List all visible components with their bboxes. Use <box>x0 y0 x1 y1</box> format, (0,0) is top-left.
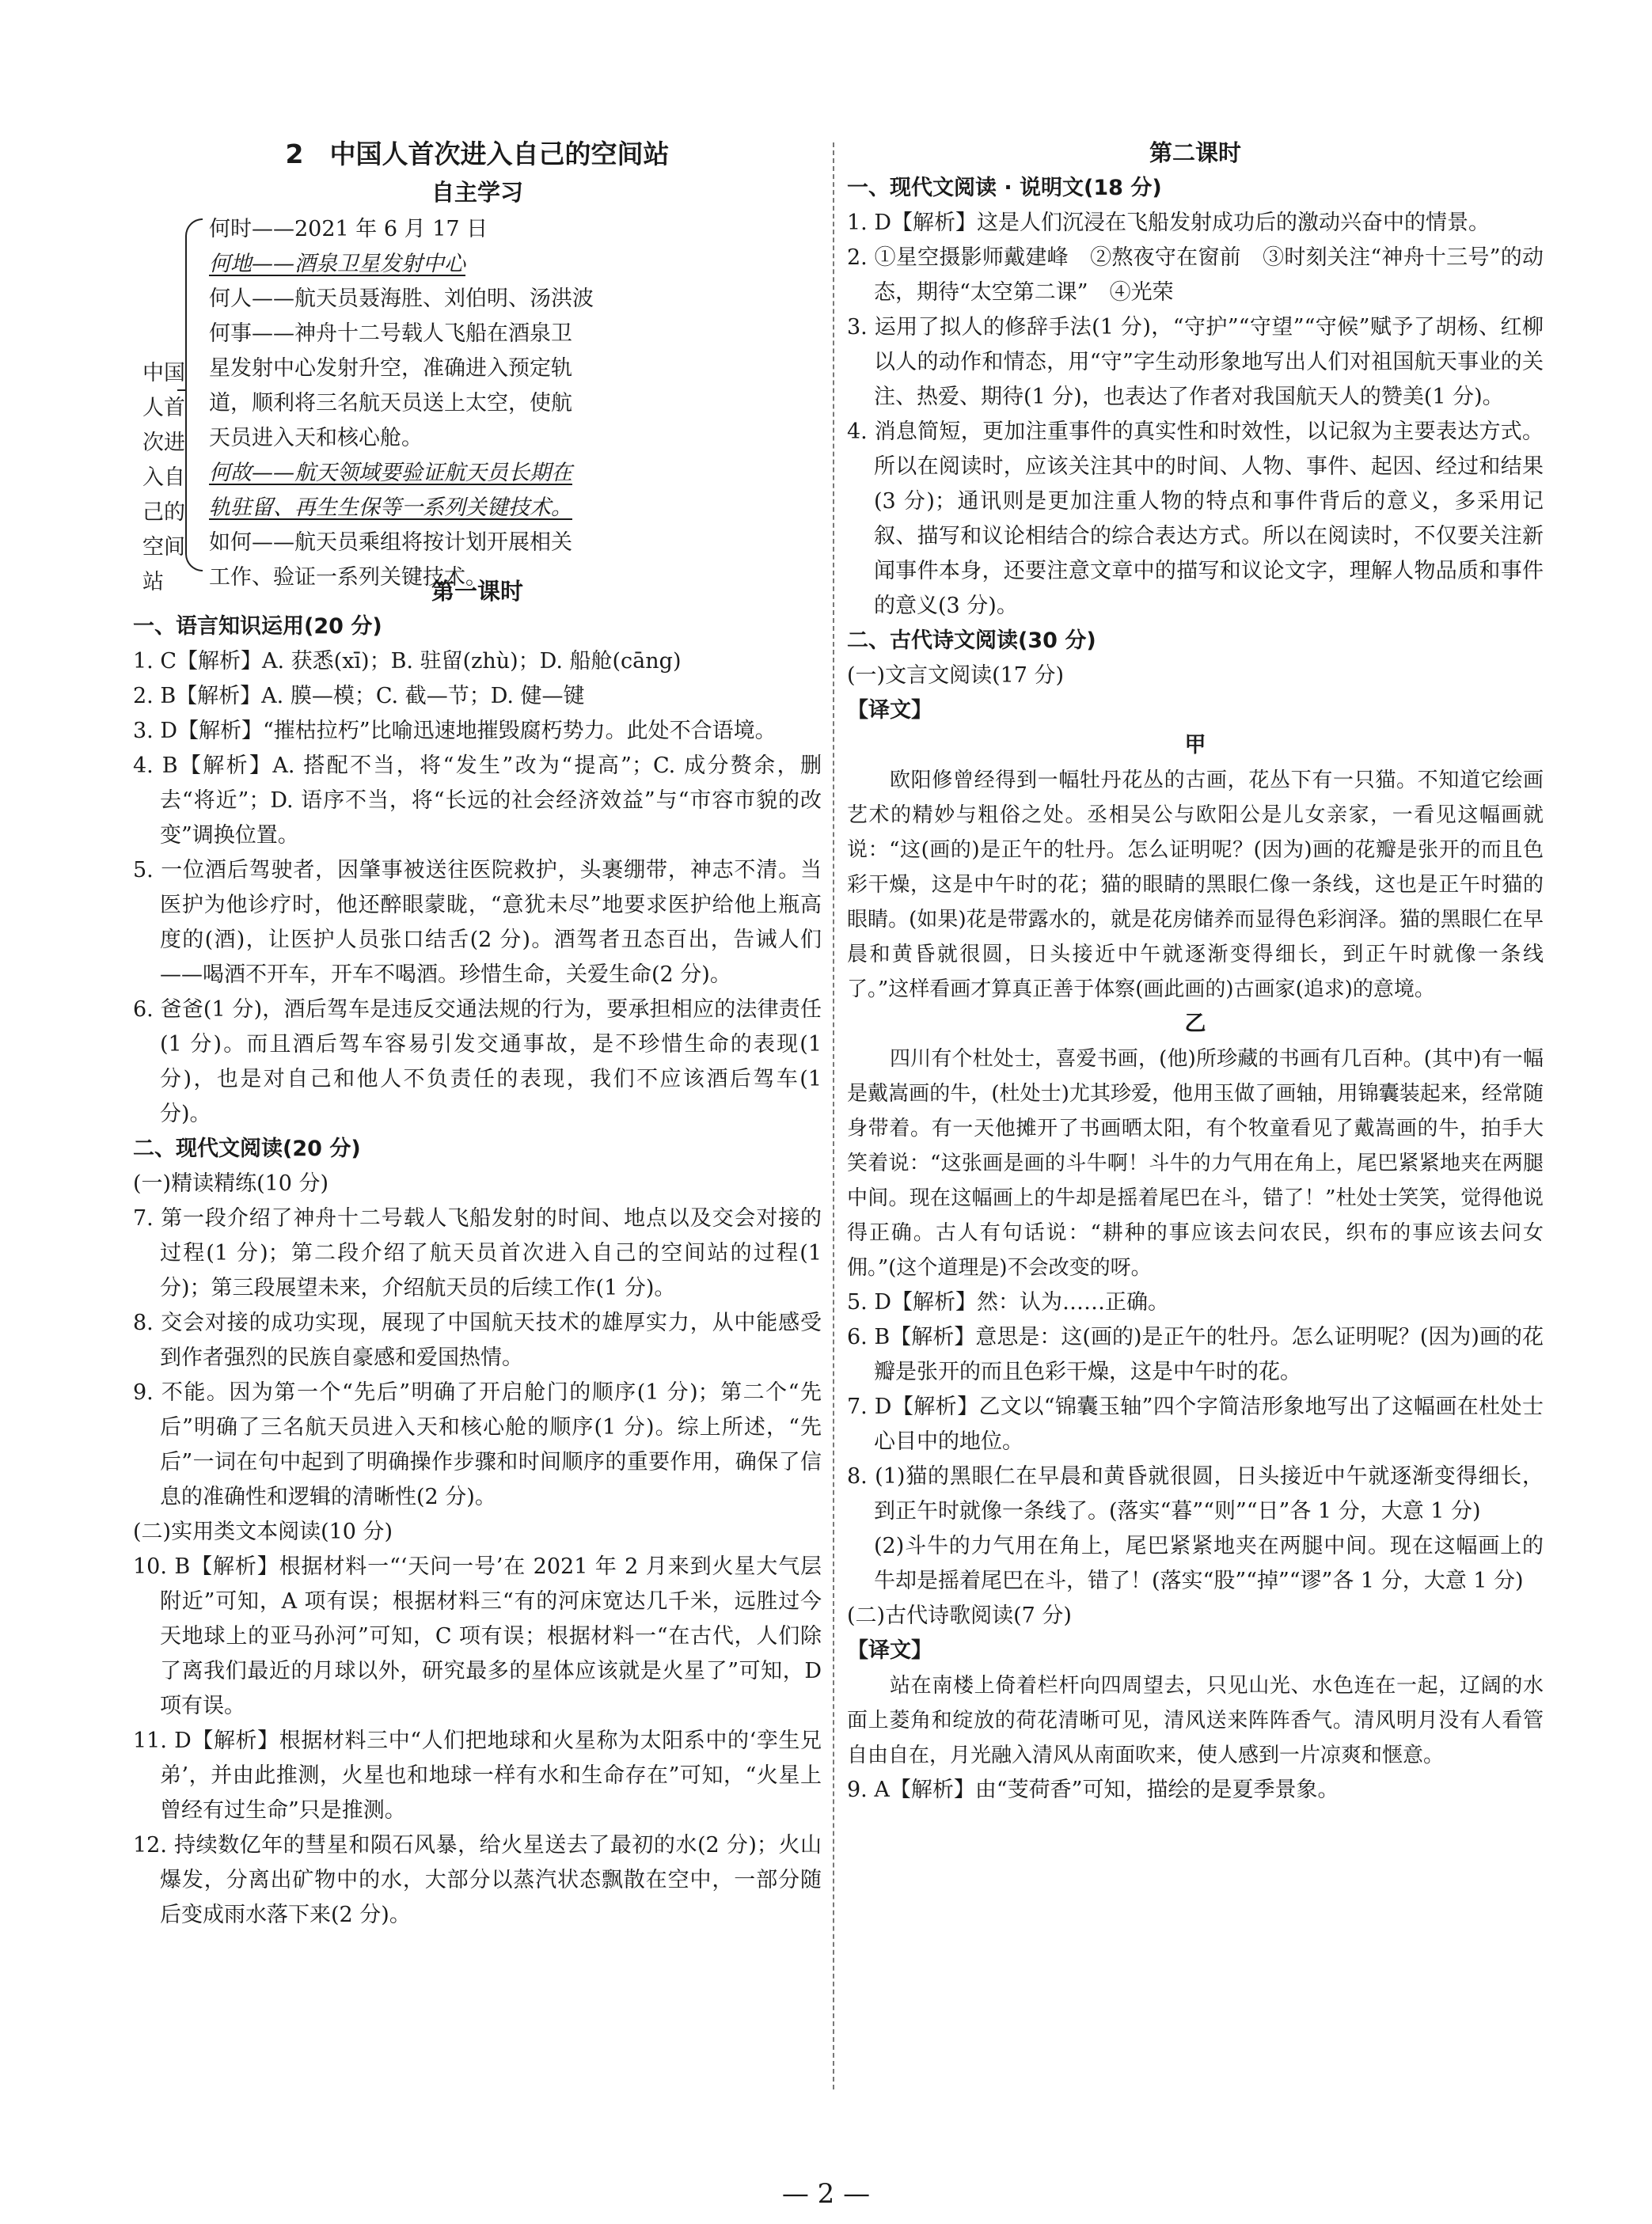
answer-item: 2. B【解析】A. 膜—模；C. 截—节；D. 健—键 <box>133 684 585 708</box>
outline-label-line: 入自 <box>142 465 185 490</box>
column-divider <box>833 142 834 2089</box>
outline-how-2: 工作、验证一系列关键技术。 <box>209 565 487 590</box>
subsection-heading: (二)实用类文本阅读(10 分) <box>133 1520 393 1544</box>
passage-label-yi: 乙 <box>1184 1011 1206 1036</box>
outline-label-line: 站 <box>142 570 164 594</box>
answer-item: 5. 一位酒后驾驶者，因肇事被送往医院救护，头裹绷带，神志不清。当医护为他诊疗时，他还醉眼蒙眬，“意犹未尽”地要求医护给他上瓶高度的(酒)，让医护人员张口结舌(2 分)。酒驾者丑态百出，告诫人们——喝酒不开车，开车不喝酒。珍惜生命，关爱生命(2 分)。 <box>133 858 822 987</box>
page-title: 2 中国人首次进入自己的空间站 <box>285 139 670 169</box>
answer-item: 3. D【解析】“摧枯拉朽”比喻迅速地摧毁腐朽势力。此处不合语境。 <box>133 719 777 743</box>
translation-paragraph: 欧阳修曾经得到一幅牡丹花丛的古画，花丛下有一只猫。不知道它绘画艺术的精妙与粗俗之处。丞相吴公与欧阳公是儿女亲家，一看见这幅画就说：“这(画的)是正午的牡丹。怎么证明呢？(因为)画的花瓣是张开的而且色彩干燥，这是中午时的花；猫的眼睛的黑眼仁像一条线，这也是正午时猫的眼睛。(如果)花是带露水的，就是花房储养而显得色彩润泽。猫的黑眼仁在早晨和黄昏就很圆，日头接近中午就逐渐变得细长，到正午时就像一条线了。”这样看画才算真正善于体察(画此画的)古画家(追求)的意境。 <box>847 769 1544 1001</box>
outline-when: 何时——2021 年 6 月 17 日 <box>209 217 488 241</box>
outline-label-line: 人首 <box>142 396 185 420</box>
outline-label <box>142 356 190 600</box>
section-heading: 二、现代文阅读(20 分) <box>133 1137 361 1161</box>
lesson-2-heading: 第二课时 <box>1149 139 1241 166</box>
passage-label-jia: 甲 <box>1184 733 1206 757</box>
outline-label-line: 空间 <box>142 535 185 560</box>
subsection-heading: (二)古代诗歌阅读(7 分) <box>847 1603 1072 1628</box>
section-heading: 一、现代文阅读 · 说明文(18 分) <box>847 176 1162 200</box>
outline-what-4: 天员进入天和核心舱。 <box>209 426 423 450</box>
answer-item: 9. A【解析】由“芰荷香”可知，描绘的是夏季景象。 <box>847 1778 1339 1802</box>
self-study-heading: 自主学习 <box>431 179 523 206</box>
subsection-heading: (一)精读精练(10 分) <box>133 1171 329 1196</box>
answer-item: 1. D【解析】这是人们沉浸在飞船发射成功后的激动兴奋中的情景。 <box>847 211 1490 235</box>
answer-subitem: (2)斗牛的力气用在角上，尾巴紧紧地夹在两腿中间。现在这幅画上的牛却是摇着尾巴在斗，错了！(落实“股”“掉”“谬”各 1 分，大意 1 分) <box>874 1534 1544 1593</box>
answer-item: 8. 交会对接的成功实现，展现了中国航天技术的雄厚实力，从中能感受到作者强烈的民族自豪感和爱国热情。 <box>133 1311 822 1370</box>
section-heading: 二、古代诗文阅读(30 分) <box>847 628 1096 653</box>
outline-what-2: 星发射中心发射升空，准确进入预定轨 <box>209 356 572 381</box>
outline-brace <box>185 218 203 571</box>
lesson-1-heading: 第一课时 <box>431 578 523 605</box>
translation-paragraph: 站在南楼上倚着栏杆向四周望去，只见山光、水色连在一起，辽阔的水面上菱角和绽放的荷花清晰可见，清风送来阵阵香气。清风明月没有人看管自由自在，月光融入清风从南面吹来，使人感到一片凉爽和惬意。 <box>847 1674 1544 1767</box>
outline-label-line: 己的 <box>142 500 185 525</box>
answer-item: 10. B【解析】根据材料一“‘天问一号’在 2021 年 2 月来到火星大气层附近”可知，A 项有误；根据材料三“有的河床宽达几千米，远胜过今天地球上的亚马孙河”可知，C 项有误；根据材料一“在古代，人们除了离我们最近的月球以外，研究最多的星体应该就是火星了”可知，D 项有误。 <box>133 1554 822 1718</box>
answer-item: 7. 第一段介绍了神舟十二号载人飞船发射的时间、地点以及交会对接的过程(1 分)；第二段介绍了航天员首次进入自己的空间站的过程(1 分)；第三段展望未来，介绍航天员的后续工作(1 分)。 <box>133 1206 822 1300</box>
outline-why-1: 何故——航天领域要验证航天员长期在 <box>209 461 572 485</box>
outline-what-1: 何事——神舟十二号载人飞船在酒泉卫 <box>209 321 572 346</box>
outline-how-1: 如何——航天员乘组将按计划开展相关 <box>209 530 572 555</box>
outline-label-line: 中国 <box>142 361 185 385</box>
translation-label: 【译文】 <box>847 1638 932 1663</box>
answer-item: 1. C【解析】A. 获悉(xī)；B. 驻留(zhù)；D. 船舱(cāng) <box>133 649 682 674</box>
answer-item: 6. B【解析】意思是：这(画的)是正午的牡丹。怎么证明呢？(因为)画的花瓣是张开的而且色彩干燥，这是中午时的花。 <box>847 1325 1544 1384</box>
right-column <box>847 135 1544 1808</box>
answer-item: 9. 不能。因为第一个“先后”明确了开启舱门的顺序(1 分)；第二个“先后”明确了三名航天员进入天和核心舱的顺序(1 分)。综上所述，“先后”一词在句中起到了明确操作步骤和时间顺序的重要作用，确保了信息的准确性和逻辑的清晰性(2 分)。 <box>133 1380 822 1509</box>
outline-where: 何地——酒泉卫星发射中心 <box>209 252 465 276</box>
answer-item: 11. D【解析】根据材料三中“人们把地球和火星称为太阳系中的‘孪生兄弟’，并由此推测，火星也和地球一样有水和生命存在”可知，“火星上曾经有过生命”只是推测。 <box>133 1729 822 1823</box>
answer-item: 2. ①星空摄影师戴建峰 ②熬夜守在窗前 ③时刻关注“神舟十三号”的动态，期待“太空第二课” ④光荣 <box>847 245 1544 305</box>
subsection-heading: (一)文言文阅读(17 分) <box>847 663 1065 688</box>
answer-item: 4. B【解析】A. 搭配不当，将“发生”改为“提高”；C. 成分赘余，删去“将近”；D. 语序不当，将“长远的社会经济效益”与“市容市貌的改变”调换位置。 <box>133 753 822 848</box>
answer-item: 7. D【解析】乙文以“锦囊玉轴”四个字简洁形象地写出了这幅画在杜处士心目中的地位。 <box>847 1395 1544 1454</box>
answer-item: 12. 持续数亿年的彗星和陨石风暴，给火星送去了最初的水(2 分)；火山爆发，分离出矿物中的水，大部分以蒸汽状态飘散在空中，一部分随后变成雨水落下来(2 分)。 <box>133 1833 822 1927</box>
left-column <box>133 135 822 1933</box>
outline-what-3: 道，顺利将三名航天员送上太空，使航 <box>209 391 572 416</box>
translation-label: 【译文】 <box>847 698 932 723</box>
outline-lines <box>209 212 652 595</box>
answer-item: 3. 运用了拟人的修辞手法(1 分)，“守护”“守望”“守候”赋予了胡杨、红柳以人的动作和情态，用“守”字生动形象地写出人们对祖国航天事业的关注、热爱、期待(1 分)，也表达了作者对我国航天人的赞美(1 分)。 <box>847 315 1544 409</box>
outline-who: 何人——航天员聂海胜、刘伯明、汤洪波 <box>209 287 594 311</box>
section-heading: 一、语言知识运用(20 分) <box>133 614 382 639</box>
outline-label-line: 次进 <box>142 431 185 455</box>
translation-paragraph: 四川有个杜处士，喜爱书画，(他)所珍藏的书画有几百种。(其中)有一幅是戴嵩画的牛，(杜处士)尤其珍爱，他用玉做了画轴，用锦囊装起来，经常随身带着。有一天他摊开了书画晒太阳，有个牧童看见了戴嵩画的牛，拍手大笑着说：“这张画是画的斗牛啊！斗牛的力气用在角上，尾巴紧紧地夹在两腿中间。现在这幅画上的牛却是摇着尾巴在斗，错了！”杜处士笑笑，觉得他说得正确。古人有句话说：“耕种的事应该去问农民，织布的事应该去问女佣。”(这个道理是)不会改变的呀。 <box>847 1047 1544 1280</box>
outline-why-2: 轨驻留、再生生保等一系列关键技术。 <box>209 495 572 520</box>
page-number: — 2 — <box>781 2178 871 2210</box>
answer-item: 4. 消息简短，更加注重事件的真实性和时效性，以记叙为主要表达方式。所以在阅读时，应该关注其中的时间、人物、事件、起因、经过和结果(3 分)；通讯则是更加注重人物的特点和事件背后的意义，多采用记叙、描写和议论相结合的综合表达方式。所以在阅读时，不仅要关注新闻事件本身，还要注意文章中的描写和议论文字，理解人物品质和事件的意义(3 分)。 <box>847 419 1544 618</box>
answer-item: 6. 爸爸(1 分)，酒后驾车是违反交通法规的行为，要承担相应的法律责任(1 分)。而且酒后驾车容易引发交通事故，是不珍惜生命的表现(1 分)，也是对自己和他人不负责任的表现，我们不应该酒后驾车(1 分)。 <box>133 997 822 1126</box>
answer-item: 8. (1)猫的黑眼仁在早晨和黄昏就很圆，日头接近中午就逐渐变得细长，到正午时就像一条线了。(落实“暮”“则”“日”各 1 分，大意 1 分) <box>847 1464 1544 1524</box>
answer-item: 5. D【解析】然：认为……正确。 <box>847 1290 1169 1315</box>
